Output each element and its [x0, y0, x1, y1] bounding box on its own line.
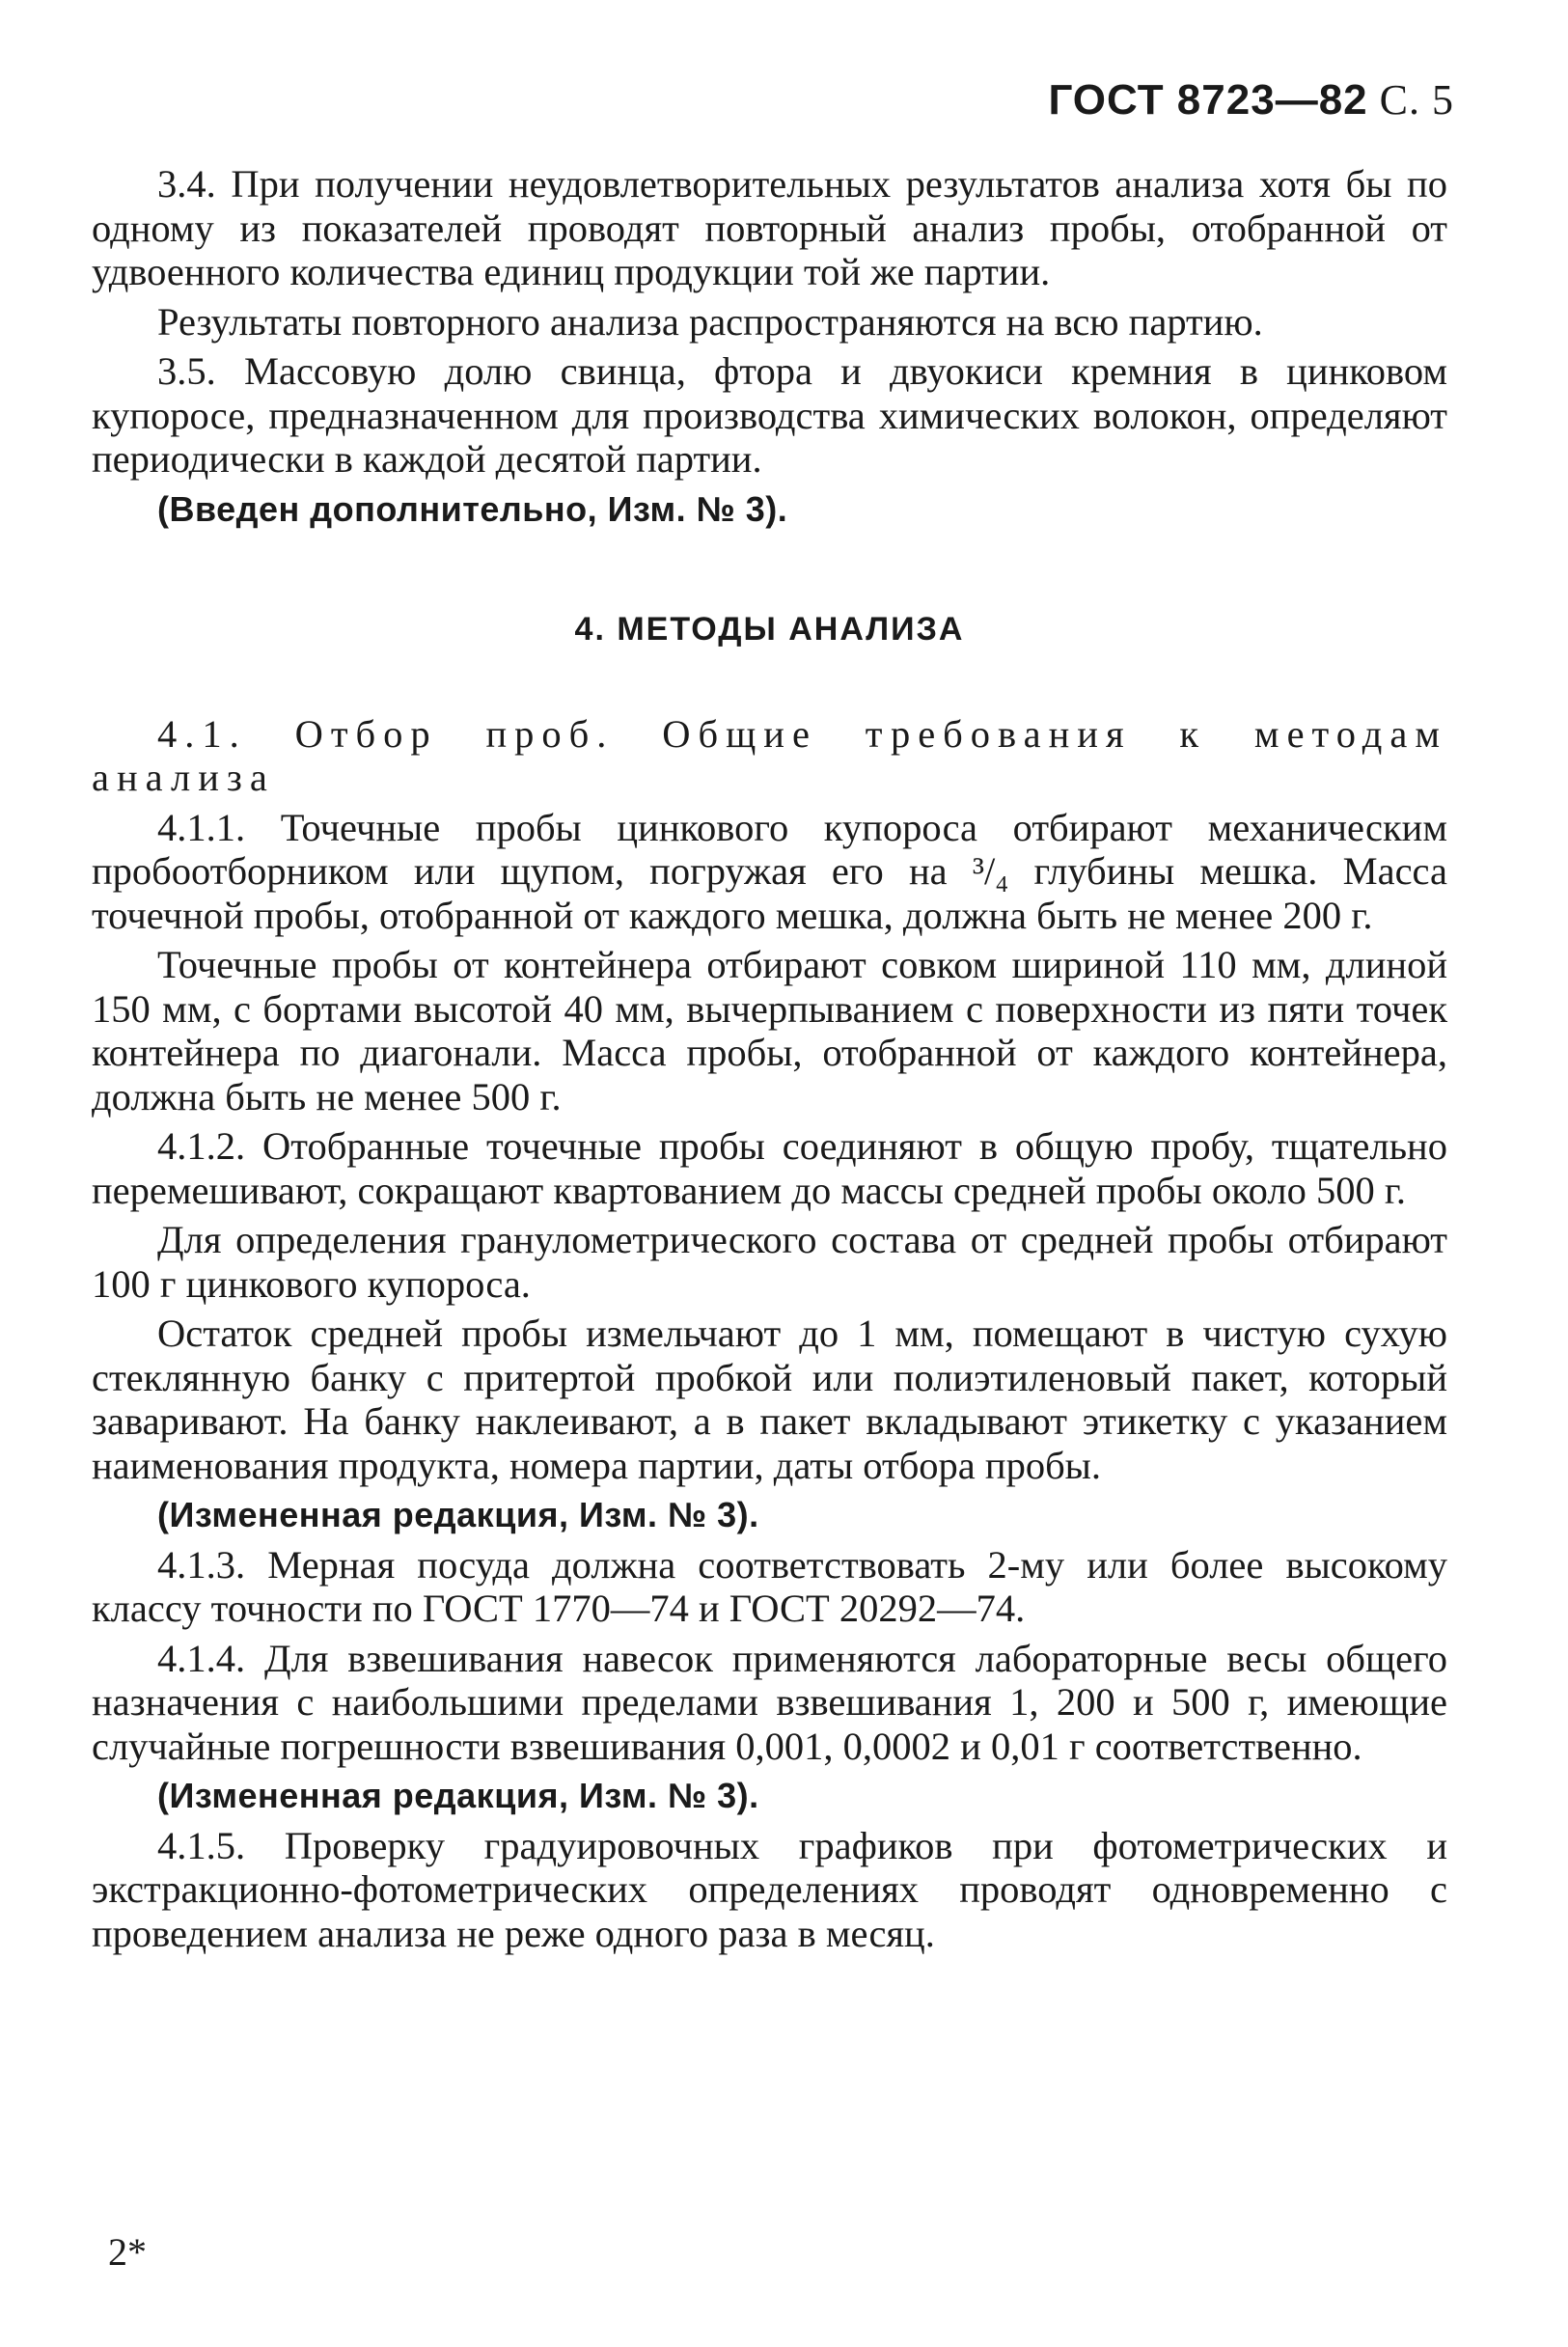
paragraph-3-5: 3.5. Массовую долю свинца, фтора и двуокиси кремния в цинковом купоросе, предназначенном для производства химических волокон, определяют периодически в каждой десятой партии.: [92, 349, 1447, 481]
sheet-mark: 2*: [108, 2230, 147, 2274]
paragraph-4-1-1-continued: Точечные пробы от контейнера отбирают совком шириной 110 мм, длиной 150 мм, с бортами высотой 40 мм, вычерпыванием с поверхности из пяти точек контейнера по диагонали. Масса пробы, отобранной от каждого контейнера, должна быть не менее 500 г.: [92, 943, 1447, 1118]
paragraph-4-1-4: 4.1.4. Для взвешивания навесок применяются лабораторные весы общего назначения с наибольшими пределами взвешивания 1, 200 и 500 г, имеющие случайные погрешности взвешивания 0,001, 0,0002 и 0,01 г соответственно.: [92, 1636, 1447, 1768]
paragraph-4-1-3: 4.1.3. Мерная посуда должна соответствовать 2-му или более высокому классу точности по ГОСТ 1770—74 и ГОСТ 20292—74.: [92, 1542, 1447, 1630]
paragraph-4-1-heading: 4.1. Отбор проб. Общие требования к методам анализа: [92, 711, 1447, 799]
paragraph-3-4: 3.4. При получении неудовлетворительных результатов анализа хотя бы по одному из показателей проводят повторный анализ пробы, отобранной от удвоенного количества единиц продукции той же партии.: [92, 162, 1447, 293]
standard-number: ГОСТ 8723—82: [1048, 76, 1368, 124]
amendment-note: (Введен дополнительно, Изм. № 3).: [157, 488, 788, 529]
paragraph-4-1-2: 4.1.2. Отобранные точечные пробы соединяют в общую пробу, тщательно перемешивают, сокращают квартованием до массы средней пробы около 500 г.: [92, 1124, 1447, 1212]
paragraph-3-4-continued: Результаты повторного анализа распространяются на всю партию.: [157, 299, 1263, 344]
paragraph-4-1-2-continued: Для определения гранулометрического состава от средней пробы отбирают 100 г цинкового купороса.: [92, 1218, 1447, 1306]
page-number: С. 5: [1379, 76, 1454, 124]
paragraph-4-1-2-storage: Остаток средней пробы измельчают до 1 мм, помещают в чистую сухую стеклянную банку с притертой пробкой или полиэтиленовый пакет, который заваривают. На банку наклеивают, а в пакет вкладывают этикетку с указанием наименования продукта, номера партии, даты отбора пробы.: [92, 1312, 1447, 1487]
body-text: [92, 162, 1447, 1961]
paragraph-4-1-5: 4.1.5. Проверку градуировочных графиков при фотометрических и экстракционно-фотометрических определениях проводят одновременно с проведением анализа не реже одного раза в месяц.: [92, 1823, 1447, 1955]
amendment-note: (Измененная редакция, Изм. № 3).: [157, 1495, 759, 1534]
page-header: [1048, 75, 1454, 124]
amendment-note: (Измененная редакция, Изм. № 3).: [157, 1776, 759, 1815]
paragraph-4-1-1: 4.1.1. Точечные пробы цинкового купороса отбирают механическим пробоотборником или щупом, погружая его на ³/₄ глубины мешка. Масса точечной пробы, отобранной от каждого мешка, должна быть не менее 200 г.: [92, 805, 1447, 937]
section-heading: 4. МЕТОДЫ АНАЛИЗА: [574, 611, 965, 648]
